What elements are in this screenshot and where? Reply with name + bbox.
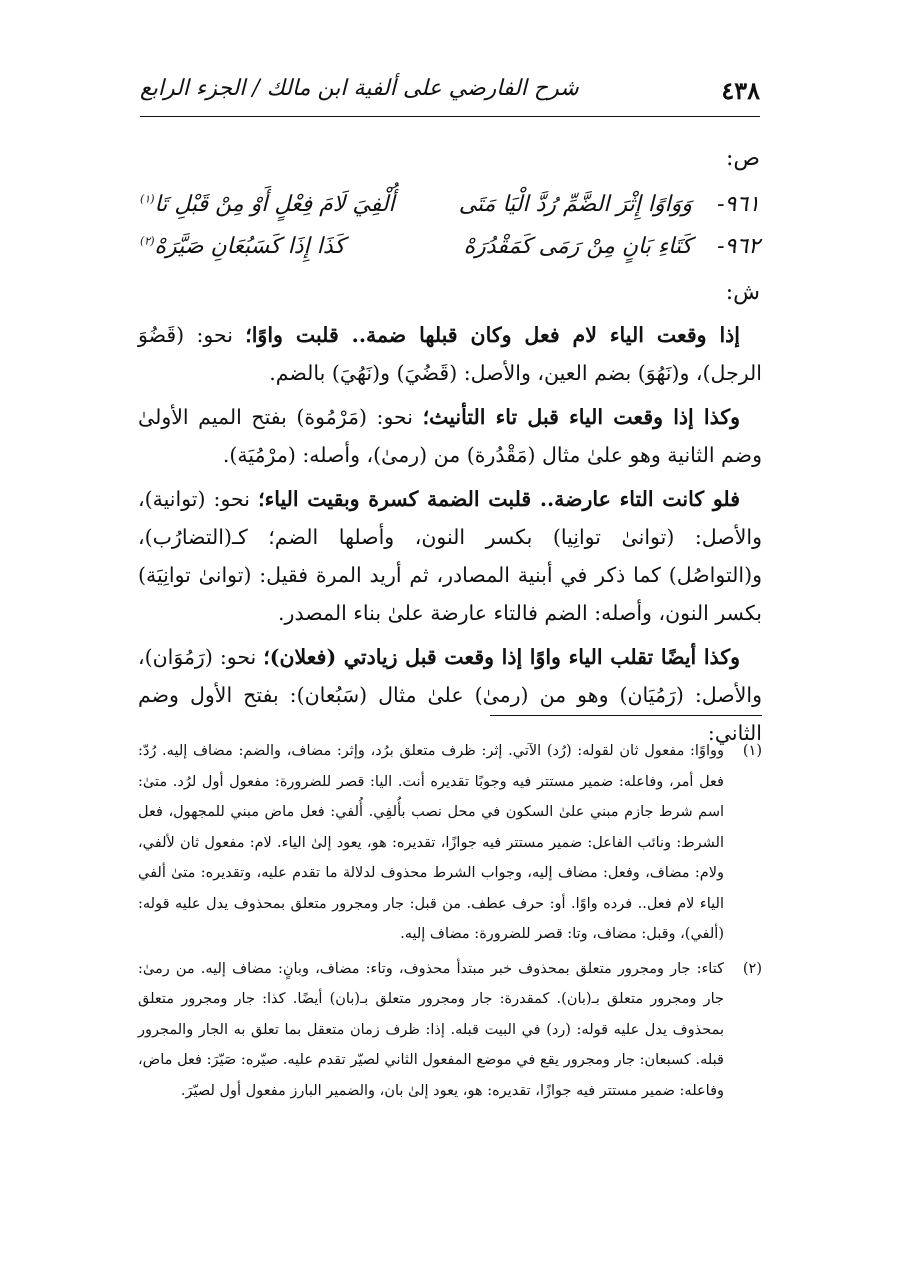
paragraph-lead: إذا وقعت الياء لام فعل وكان قبلها ضمة.. قلبت واوًا؛ [245, 323, 740, 347]
running-title: شرح الفارضي على ألفية ابن مالك / الجزء الرابع [140, 76, 579, 101]
commentary-body [138, 316, 762, 758]
footnote-ref: (٢) [140, 234, 155, 248]
paragraph-lead: وكذا أيضًا تقلب الياء واوًا إذا وقعت قبل زيادتي (فعلان)؛ [263, 645, 740, 669]
footnote-text: كتاء: جار ومجرور متعلق بمحذوف خبر مبتدأ محذوف، وتاء: مضاف، وبانٍ: مضاف إليه. من رمىٰ: جار ومجرور متعلق بـ(بان). كمقدرة: جار ومجرور متعلق بـ(بان) أيضًا. كذا: جار ومجرور متعلق بمحذوف يدل عليه قوله: (رد) في البيت قبله. إذا: ظرف زمان متعقل بما تعلق به الجار والمجرور قبله. كسبعان: جار ومجرور يقع في موضع المفعول الثاني لصيّر تقدم عليه. صيّره: صَيّرَ: فعل ماض، وفاعله: ضمير مستتر فيه جوازًا، تقديره: هو، يعود إلىٰ بان، والضمير البارز مفعول أول لصيّرَ. [138, 960, 724, 1099]
verse-line [140, 192, 760, 228]
verse-number: ٩٦٢- [717, 234, 760, 259]
verse-number: ٩٦١- [717, 192, 760, 217]
verse-text: كَذَا إِذَا كَسَبُعَانِ صَيَّرَهْ [154, 234, 345, 259]
page-header [140, 70, 760, 110]
verse-hemistich-first: كَتَاءِ بَانٍ مِنْ رَمَى كَمَقْدُرَهْ [463, 234, 692, 259]
footnote-marker: (١) [742, 743, 762, 759]
page-number: ٤٣٨ [721, 76, 760, 105]
verse-line [140, 234, 760, 270]
footnote-divider [490, 715, 762, 716]
footnote-text: وواوًا: مفعول ثان لقوله: (رُد) الآتي. إثر: ظرف متعلق برُد، وإثر: مضاف، والضم: مضاف إليه. رُدّ: فعل أمر، وفاعله: ضمير مستتر فيه وجوبًا تقديره أنت. اليا: قصر للضرورة: مفعول أول لرُد. متىٰ: اسم شرط جازم مبني علىٰ السكون في محل نصب بأُلفِي. أُلفي: فعل ماض مبني للمجهول، فعل الشرط: ونائب الفاعل: ضمير مستتر فيه جوازًا، تقديره: هو، يعود إلىٰ الياء. لام: مفعول ثان لألفي، ولام: مضاف، وفعل: مضاف إليه، وجواب الشرط محذوف لدلالة ما تقدم عليه، وتقديره: متىٰ ألفي الياء لام فعل.. فرده واوًا. أو: حرف عطف. من قبل: جار ومجرور متعلق بمحذوف يدل عليه قوله: (ألفي)، وقبل: مضاف، وتا: قصر للضرورة: مضاف إليه. [138, 743, 724, 942]
paragraph-text: نحو: (رَمُوَان)، والأصل: (رَمُيَان) وهو من (رمىٰ) علىٰ مثال (سَبُعان): بفتح الأول وضم الثاني: [138, 645, 762, 745]
text-label: ص: [725, 146, 760, 171]
paragraph-text: نحو: (قَضُوَ الرجل)، و(نَهُوَ) بضم العين، والأصل: (قَضُيَ) و(نَهُيَ) بالضم. [138, 323, 762, 385]
header-divider [140, 116, 760, 117]
paragraph-lead: فلو كانت التاء عارضة.. قلبت الضمة كسرة وبقيت الياء؛ [258, 487, 740, 511]
verse-text: أُلْفِيَ لَامَ فِعْلٍ أَوْ مِنْ قَبْلِ تَا [154, 192, 395, 217]
footnote-marker: (٢) [742, 960, 762, 977]
paragraph-lead: وكذا إذا وقعت الياء قبل تاء التأنيث؛ [422, 405, 741, 429]
verse-hemistich-first: وَوَاوًا إِثْرَ الضَّمِّ رُدَّ الْيَا مَتَى [458, 192, 692, 217]
commentary-label: ش: [725, 280, 760, 305]
footnote [138, 736, 762, 950]
footnotes [138, 736, 762, 1110]
paragraph [138, 638, 762, 752]
verse-hemistich-second [140, 234, 345, 259]
footnote-ref: (١) [140, 192, 155, 206]
paragraph [138, 316, 762, 392]
verse-hemistich-second [140, 192, 395, 217]
paragraph [138, 480, 762, 632]
paragraph [138, 398, 762, 474]
paragraph-text: نحو: (مَرْمُوة) بفتح الميم الأولىٰ وضم الثانية وهو علىٰ مثال (مَقْدُرة) من (رمىٰ)، وأصله: (مرْمُيَة). [138, 405, 762, 467]
paragraph-text: نحو: (توانية)، والأصل: (توانىٰ توانِيا) بكسر النون، وأصلها الضم؛ كـ(التضارُب)، و(التواصُل) كما ذكر في أبنية المصادر، ثم أريد المرة فقيل: (توانىٰ توانِيَة) بكسر النون، وأصله: الضم فالتاء عارضة علىٰ بناء المصدر. [138, 487, 762, 625]
footnote [138, 954, 762, 1107]
